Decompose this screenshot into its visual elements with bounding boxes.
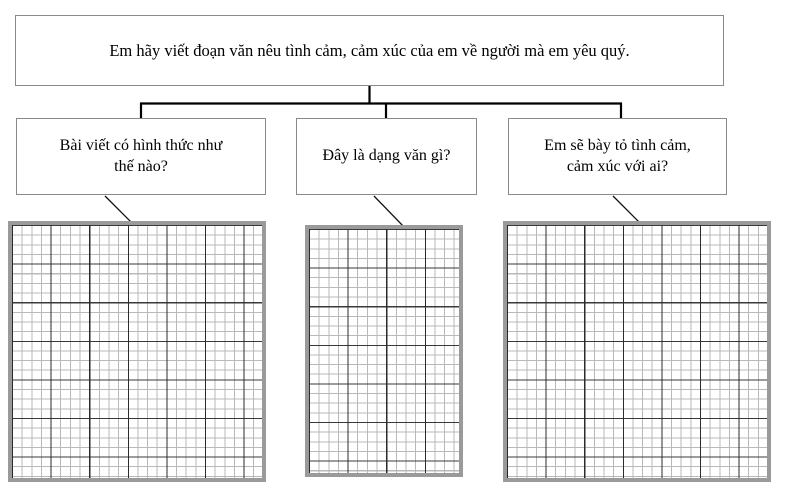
question-box-2 [296, 118, 477, 195]
prompt-box [15, 15, 724, 86]
question-1-line-1: Bài viết có hình thức như [59, 137, 223, 155]
grid-paper-surface-1[interactable] [12, 225, 262, 478]
question-box-1 [16, 118, 266, 195]
question-3-line-1: Em sẽ bày tỏ tình cảm, [544, 137, 691, 155]
grid-paper-answer-1[interactable] [8, 221, 266, 482]
grid-paper-answer-3[interactable] [503, 221, 771, 482]
grid-paper-surface-3[interactable] [507, 225, 767, 478]
question-1-text [60, 136, 223, 177]
question-2-text: Đây là dạng văn gì? [322, 147, 451, 165]
question-1-line-2: thế nào? [114, 157, 168, 175]
question-3-text [544, 136, 691, 177]
question-3-line-2: cảm xúc với ai? [566, 157, 669, 175]
question-box-3 [508, 118, 727, 195]
grid-paper-answer-2[interactable] [305, 225, 463, 477]
prompt-text: Em hãy viết đoạn văn nêu tình cảm, cảm xúc của em về người mà em yêu quý. [109, 40, 630, 60]
grid-paper-surface-2[interactable] [309, 229, 459, 473]
